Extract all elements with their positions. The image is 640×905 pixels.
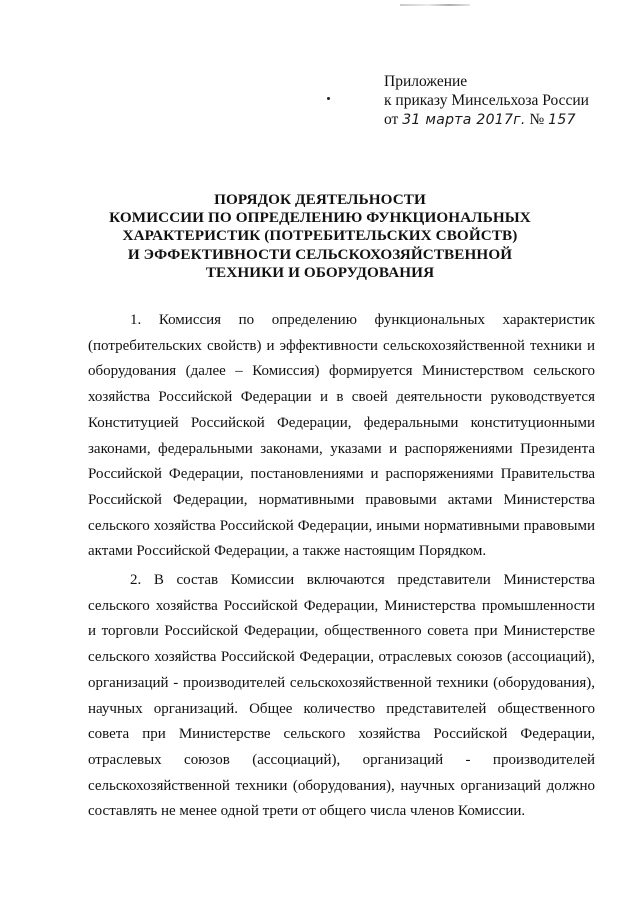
order-reference: к приказу Минсельхоза России: [384, 92, 589, 109]
title-line: ПОРЯДОК ДЕЯТЕЛЬНОСТИ: [214, 191, 426, 208]
scan-dot: [327, 97, 330, 100]
title-line: ТЕХНИКИ И ОБОРУДОВАНИЯ: [205, 263, 435, 281]
order-date-line: [384, 110, 589, 130]
paragraph-1: 1. Комиссия по определению функциональных характеристик (потребительских свойств) и эффективности сельскохозяйственной техники и оборудования (далее – Комиссия) формируется Министерством сельского хозяйства Российской Федерации и в своей деятельности руководствуется Конституцией Российской Федерации, федеральными конституционными законами, федеральными законами, указами и распоряжениями Президента Российской Федерации, постановлениями и распоряжениями Правительства Российской Федерации, нормативными правовыми актами Министерства сельского хозяйства Российской Федерации, иными нормативными правовыми актами Российской Федерации, а также настоящим Порядком.: [88, 312, 595, 560]
paragraph-2: 2. В состав Комиссии включаются представители Министерства сельского хозяйства Российской Федерации, Министерства промышленности и торговли Российской Федерации, общественного совета при Министерстве сельского хозяйства Российской Федерации, отраслевых союзов (ассоциаций), организаций - производителей сельскохозяйственной техники (оборудования), научных организаций. Общее количество представителей общественного совета при Министерстве сельского хозяйства Российской Федерации, отраслевых союзов (ассоциаций), организаций - производителей сельскохозяйственной техники (оборудования), научных организаций должно составлять не менее одной трети от общего числа членов Комиссии.: [88, 572, 595, 820]
number-prefix: №: [529, 111, 545, 128]
handwritten-date: 31 марта 2017г.: [402, 112, 526, 128]
title-line: КОМИССИИ ПО ОПРЕДЕЛЕНИЮ ФУНКЦИОНАЛЬНЫХ: [109, 209, 531, 227]
date-prefix: от: [384, 111, 399, 128]
scan-artifact: [400, 4, 470, 6]
handwritten-number: 157: [548, 112, 576, 128]
appendix-header: [384, 72, 589, 130]
document-body: [88, 308, 595, 828]
title-line: ХАРАКТЕРИСТИК (ПОТРЕБИТЕЛЬСКИХ СВОЙСТВ): [122, 227, 518, 245]
title-line: И ЭФФЕКТИВНОСТИ СЕЛЬСКОХОЗЯЙСТВЕННОЙ: [127, 245, 513, 263]
document-title: [96, 191, 544, 282]
appendix-label: Приложение: [384, 73, 468, 90]
